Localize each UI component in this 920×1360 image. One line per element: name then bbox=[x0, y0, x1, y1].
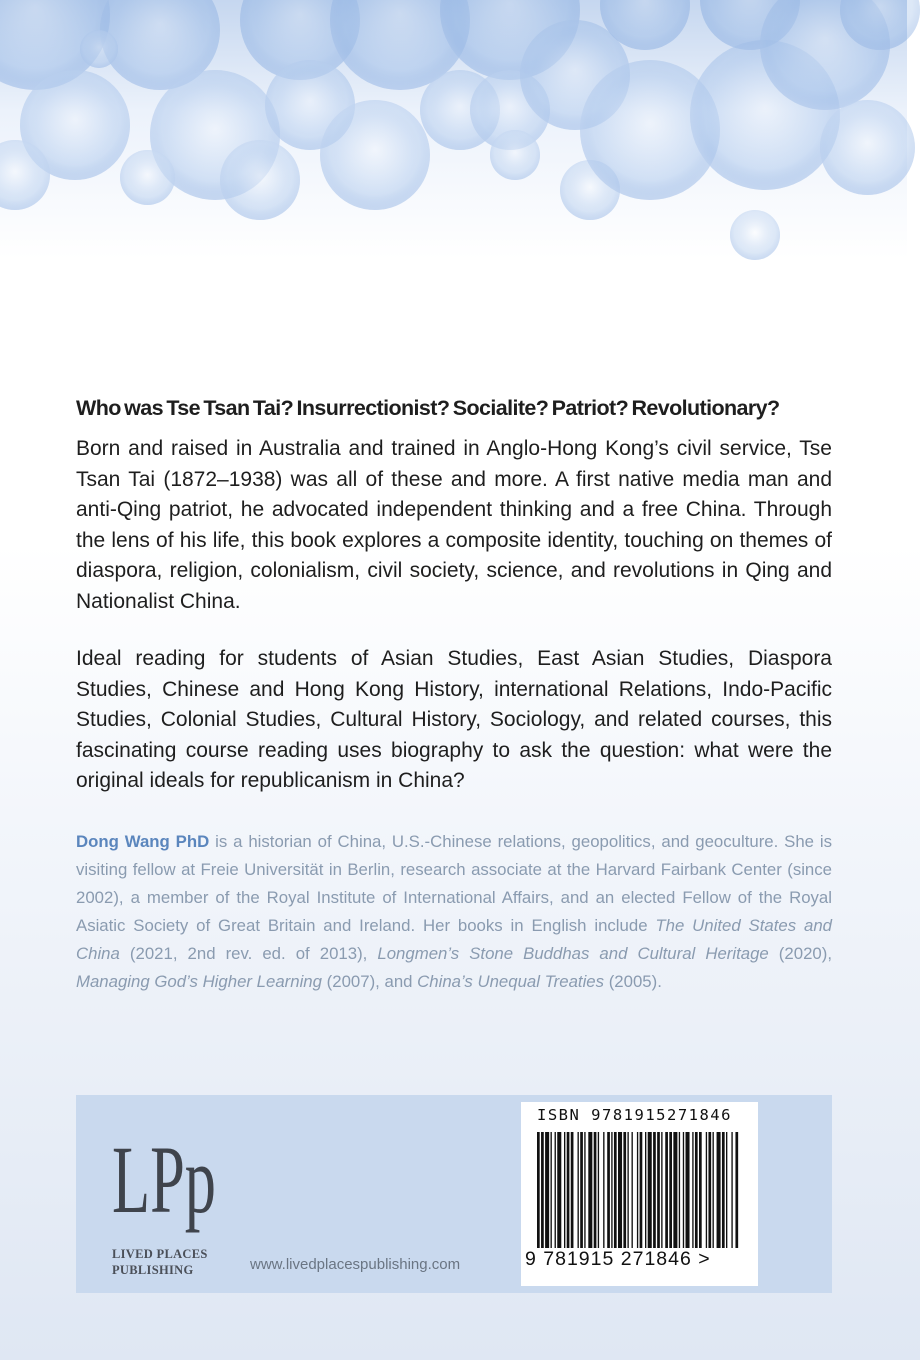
publisher-website[interactable]: www.livedplacespublishing.com bbox=[250, 1256, 461, 1273]
isbn-barcode-box bbox=[521, 1102, 758, 1286]
barcode-bar bbox=[578, 1132, 579, 1248]
barcode-bar bbox=[726, 1132, 727, 1248]
publisher-logo bbox=[112, 1120, 222, 1250]
barcode-bar bbox=[545, 1132, 549, 1248]
barcode-bar bbox=[594, 1132, 597, 1248]
barcode-bar bbox=[679, 1132, 680, 1248]
barcode-bar bbox=[686, 1132, 690, 1248]
barcode-bar bbox=[637, 1132, 638, 1248]
barcode-bar bbox=[580, 1132, 583, 1248]
bubble-artwork bbox=[0, 0, 907, 370]
barcode-bar bbox=[598, 1132, 599, 1248]
barcode-bar bbox=[692, 1132, 693, 1248]
book-title: The United States and China bbox=[76, 916, 832, 963]
cover-headline: Who was Tse Tsan Tai? Insurrectionist? Socialite? Patriot? Revolutionary? bbox=[76, 396, 780, 420]
barcode-bar bbox=[611, 1132, 612, 1248]
barcode-bar bbox=[551, 1132, 552, 1248]
author-bio: Dong Wang PhD is a historian of China, U.S.-Chinese relations, geopolitics, and geoculture. She is visiting fellow at Freie Universität in Berlin, research associate at the Harvard Fairbank Center (since 2002), a member of the Royal Institute of International Affairs, and an elected Fellow of the Royal Asiatic Society of Great Britain and Ireland. Her books in English include The United States and China (2021, 2nd rev. ed. of 2013), Longmen’s Stone Buddhas and Cultural Heritage (2020), Managing God’s Higher Learning (2007), and China’s Unequal Treaties (2005). bbox=[76, 832, 833, 991]
barcode-bar bbox=[665, 1132, 668, 1248]
barcode-bar bbox=[731, 1132, 732, 1248]
barcode-bar bbox=[567, 1132, 570, 1248]
barcode-bar bbox=[618, 1132, 622, 1248]
barcode-bar bbox=[541, 1132, 544, 1248]
barcode-bar bbox=[603, 1132, 604, 1248]
barcode-bar bbox=[588, 1132, 592, 1248]
barcode-bar bbox=[735, 1132, 738, 1248]
barcode-digits: 9 781915 271846 > bbox=[525, 1248, 711, 1270]
book-title: China’s Unequal Treaties bbox=[417, 972, 605, 991]
barcode-bar bbox=[564, 1132, 565, 1248]
barcode-bar bbox=[722, 1132, 725, 1248]
barcode-bar bbox=[673, 1132, 677, 1248]
barcode-bar bbox=[648, 1132, 652, 1248]
logo-letters: LPp bbox=[112, 1126, 216, 1233]
barcode-bar bbox=[717, 1132, 721, 1248]
description-paragraph-1: Born and raised in Australia and trained in Anglo-Hong Kong’s civil service, Tse Tsan Tai (1872–1938) was all of these and more. A first native media man and anti-Qing patriot, he advocated independent thinking and a free China. Through the lens of his life, this book explores a composite identity, touching on themes of diaspora, religion, colonialism, civil society, science, and revolutions in Qing and Nationalist China. bbox=[76, 437, 832, 613]
barcode-bar bbox=[706, 1132, 707, 1248]
barcode-bar bbox=[555, 1132, 556, 1248]
description-paragraph-2: Ideal reading for students of Asian Studies, East Asian Studies, Diaspora Studies, Chinese and Hong Kong History, international Relations, Indo-Pacific Studies, Colonial Studies, Cultural History, Sociology, and related courses, this fascinating course reading uses biography to ask the question: what were the original ideals for republicanism in China? bbox=[76, 647, 832, 792]
barcode-bar bbox=[627, 1132, 628, 1248]
barcode-bar bbox=[640, 1132, 643, 1248]
barcode-bar bbox=[614, 1132, 617, 1248]
barcode-bar bbox=[713, 1132, 714, 1248]
barcode-bar bbox=[645, 1132, 646, 1248]
book-title: Longmen’s Stone Buddhas and Cultural Heritage bbox=[377, 944, 769, 963]
isbn-label: ISBN 9781915271846 bbox=[537, 1106, 732, 1124]
barcode-bar bbox=[571, 1132, 574, 1248]
barcode-bar bbox=[661, 1132, 662, 1248]
barcode-bar bbox=[683, 1132, 684, 1248]
barcode-bar bbox=[657, 1132, 660, 1248]
barcode-bar bbox=[708, 1132, 711, 1248]
barcode-bar bbox=[607, 1132, 610, 1248]
barcode-bar bbox=[699, 1132, 702, 1248]
barcode-bar bbox=[695, 1132, 698, 1248]
barcode-bars bbox=[535, 1132, 743, 1250]
barcode-bar bbox=[669, 1132, 672, 1248]
publisher-name: LIVED PLACES PUBLISHING bbox=[112, 1247, 208, 1277]
author-name: Dong Wang PhD bbox=[76, 832, 210, 851]
book-title: Managing God’s Higher Learning bbox=[76, 972, 322, 991]
barcode-bar bbox=[537, 1132, 540, 1248]
barcode-bar bbox=[653, 1132, 656, 1248]
barcode-bar bbox=[584, 1132, 585, 1248]
barcode-bar bbox=[632, 1132, 633, 1248]
barcode-bar bbox=[623, 1132, 626, 1248]
barcode-bar bbox=[557, 1132, 561, 1248]
